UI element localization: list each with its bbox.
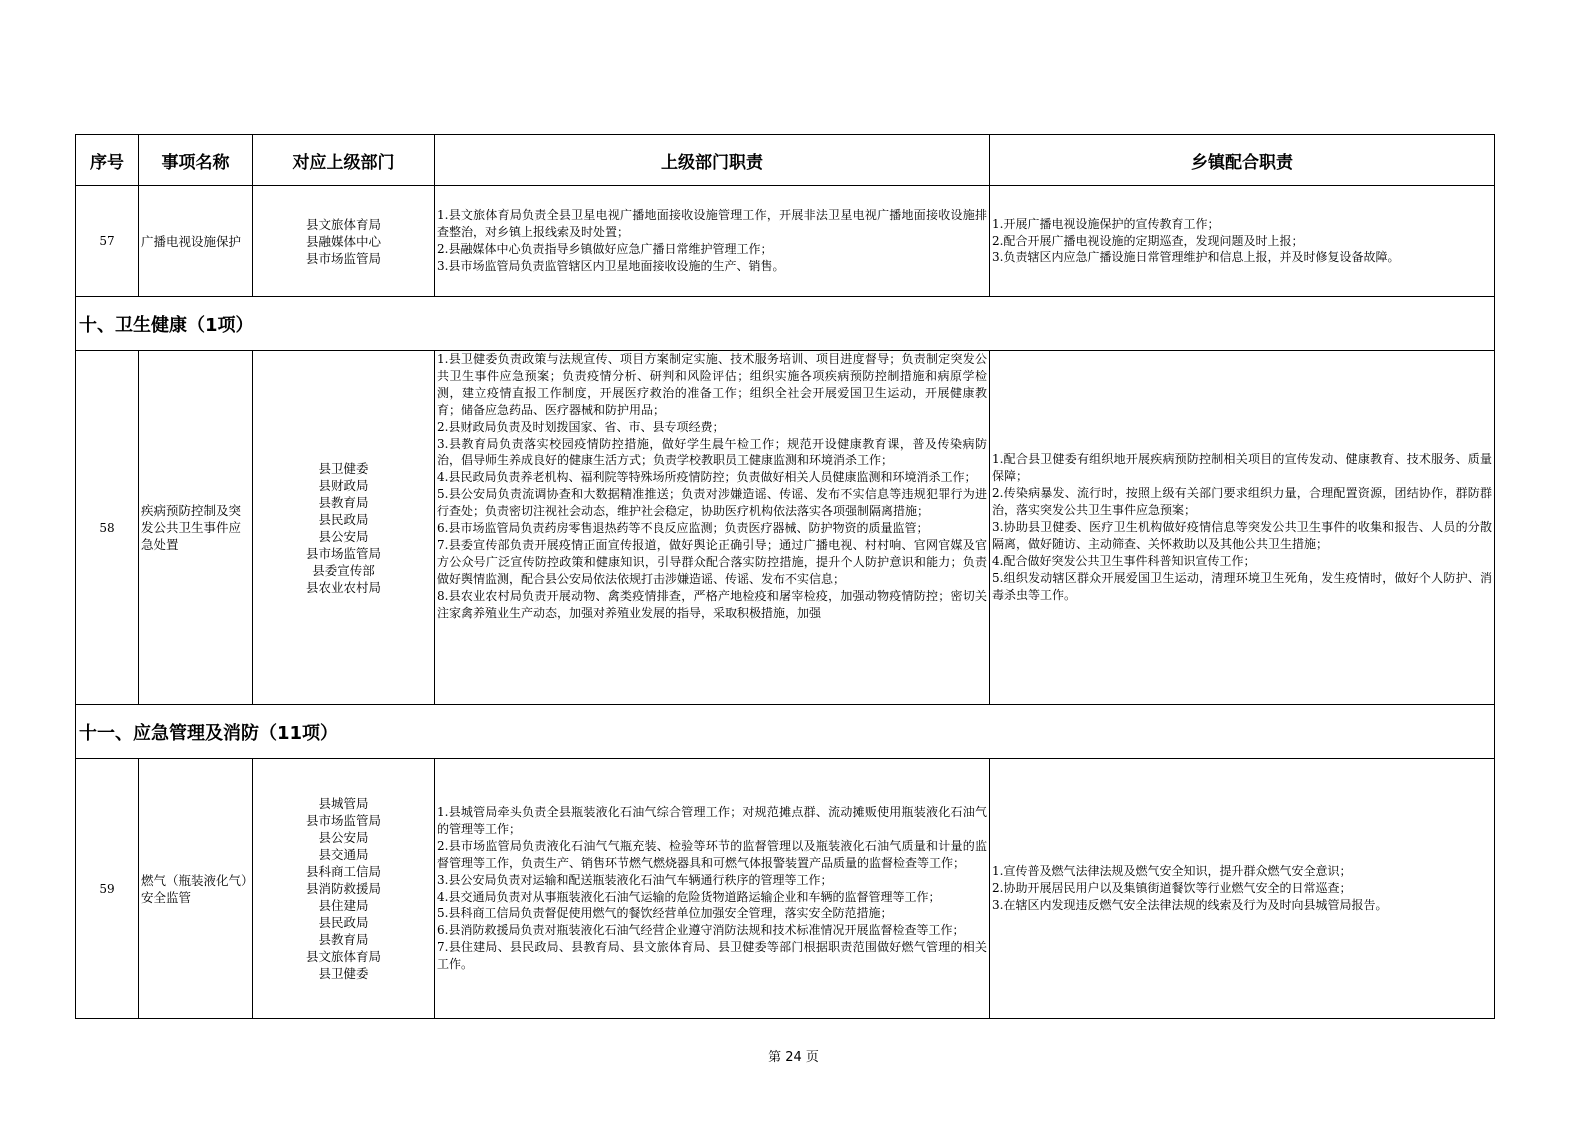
duty-item: 2.传染病暴发、流行时，按照上级有关部门要求组织力量，合理配置资源，团结协作，群防群治，落实突发公共卫生事件应急预案； [992,486,1492,518]
dept-name: 县民政局 [318,511,369,527]
duty-item: 7.县委宣传部负责开展疫情正面宣传报道，做好舆论正确引导；通过广播电视、村村响、官网官媒及官方公众号广泛宣传防控政策和健康知识，引导群众配合落实防控措施，提升个人防护意识和能力；负责做好舆情监测，配合县公安局依法依规打击涉嫌造谣、传谣、发布不实信息； [437,537,987,586]
duty-item: 1.宣传普及燃气法律法规及燃气安全知识，提升群众燃气安全意识； [992,864,1352,879]
duty-item: 3.县市场监管局负责监管辖区内卫星地面接收设施的生产、销售。 [437,258,785,273]
duty-item: 1.县卫健委负责政策与法规宣传、项目方案制定实施、技术服务培训、项目进度督导；负责制定突发公共卫生事件应急预案；负责疫情分析、研判和风险评估；组织实施各项疾病预防控制措施和病原学检测，建立疫情直报工作制度，开展医疗救治的准备工作；组织全社会开展爱国卫生运动，开展健康教育；储备应急药品、医疗器械和防护用品； [437,352,987,417]
duty-item: 4.县交通局负责对从事瓶装液化石油气运输的危险货物道路运输企业和车辆的监督管理等工作； [437,889,941,904]
duty-table [75,134,1495,1019]
duty-item: 6.县市场监管局负责药房零售退热药等不良反应监测；负责医疗器械、防护物资的质量监管； [437,521,929,536]
dept-name: 县委宣传部 [312,562,375,578]
dept-name: 县民政局 [318,915,369,930]
item-name: 广播电视设施保护 [139,186,253,297]
table-header-row [76,135,1495,186]
duty-item: 3.负责辖区内应急广播设施日常管理维护和信息上报，并及时修复设备故障。 [992,250,1400,265]
duty-item: 3.县公安局负责对运输和配送瓶装液化石油气车辆通行秩序的管理等工作； [437,872,833,887]
dept-name: 县文旅体育局 [305,949,381,964]
dept-name: 县市场监管局 [305,250,381,266]
dept-name: 县科商工信局 [305,864,381,879]
duty-item: 7.县住建局、县民政局、县教育局、县文旅体育局、县卫健委等部门根据职责范围做好燃气管理的相关工作。 [437,940,987,972]
town-duty-cell [990,186,1495,297]
dept-name: 县卫健委 [318,966,369,981]
dept-name: 县城管局 [318,796,369,811]
dept-name: 县交通局 [318,847,369,862]
dept-name: 县市场监管局 [305,813,381,828]
row-number: 57 [76,186,139,297]
duty-item: 2.县市场监管局负责液化石油气气瓶充装、检验等环节的监督管理以及瓶装液化石油气质量和计量的监督管理等工作，负责生产、销售环节燃气燃烧器具和可燃气体报警装置产品质量的监督检查等工作； [437,838,987,870]
dept-list [253,351,435,705]
duty-item: 1.县城管局牵头负责全县瓶装液化石油气综合管理工作；对规范摊点群、流动摊贩使用瓶装液化石油气的管理等工作； [437,804,987,836]
table-row [76,186,1495,297]
dept-name: 县文旅体育局 [305,216,381,232]
dept-name: 县住建局 [318,898,369,913]
dept-name: 县消防救援局 [305,881,381,896]
duty-item: 5.组织发动辖区群众开展爱国卫生运动，清理环境卫生死角，发生疫情时，做好个人防护、消毒杀虫等工作。 [992,570,1492,602]
item-name: 疾病预防控制及突发公共卫生事件应急处置 [139,351,253,705]
duty-item: 5.县科商工信局负责督促使用燃气的餐饮经营单位加强安全管理，落实安全防范措施； [437,906,893,921]
duty-item: 2.配合开展广播电视设施的定期巡查，发现问题及时上报； [992,233,1304,248]
duty-item: 3.县教育局负责落实校园疫情防控措施，做好学生晨午检工作；规范开设健康教育课，普及传染病防治，倡导师生养成良好的健康生活方式；负责学校教职员工健康监测和环境消杀工作； [437,436,987,468]
dept-name: 县公安局 [318,830,369,845]
duty-item: 4.配合做好突发公共卫生事件科普知识宣传工作； [992,553,1256,568]
dept-name: 县公安局 [318,528,369,544]
upper-duty-cell [435,351,990,705]
table-row [76,351,1495,705]
duty-item: 1.县文旅体育局负责全县卫星电视广播地面接收设施管理工作，开展非法卫星电视广播地面接收设施排查整治，对乡镇上报线索及时处置； [437,208,987,240]
dept-name: 县教育局 [318,494,369,510]
duty-item: 1.配合县卫健委有组织地开展疾病预防控制相关项目的宣传发动、健康教育、技术服务、质量保障； [992,452,1492,484]
header-dept: 对应上级部门 [253,135,435,186]
duty-item: 3.协助县卫健委、医疗卫生机构做好疫情信息等突发公共卫生事件的收集和报告、人员的分散隔离，做好随访、主动筛查、关怀救助以及其他公共卫生措施； [992,520,1492,551]
duty-item: 8.县农业农村局负责开展动物、禽类疫情排查，严格产地检疫和屠宰检疫，加强动物疫情防控；密切关注家禽养殖业生产动态，加强对养殖业发展的指导，采取积极措施，加强 [437,588,987,620]
dept-list [253,759,435,1019]
header-town-duty: 乡镇配合职责 [990,135,1495,186]
upper-duty-cell [435,186,990,297]
row-number: 59 [76,759,139,1019]
duty-item: 4.县民政局负责养老机构、福利院等特殊场所疫情防控；负责做好相关人员健康监测和环境消杀工作； [437,470,977,485]
dept-list [253,186,435,297]
page-number: 第 24 页 [768,1050,819,1065]
town-duty-cell [990,759,1495,1019]
duty-item: 1.开展广播电视设施保护的宣传教育工作； [992,216,1220,231]
dept-name: 县财政局 [318,477,369,493]
section-title: 十一、应急管理及消防（11项） [76,705,1495,759]
duty-item: 2.县融媒体中心负责指导乡镇做好应急广播日常维护管理工作； [437,242,773,256]
header-seq: 序号 [76,135,139,186]
header-upper-duty: 上级部门职责 [435,135,990,186]
duty-item: 2.县财政局负责及时划拨国家、省、市、县专项经费； [437,419,725,434]
section-title: 十、卫生健康（1项） [76,297,1495,351]
duty-item: 5.县公安局负责流调协查和大数据精准推送；负责对涉嫌造谣、传谣、发布不实信息等违规犯罪行为进行查处；负责密切注视社会动态，维护社会稳定，协助医疗机构依法落实各项强制隔离措施； [437,487,987,519]
dept-name: 县卫健委 [318,460,369,476]
dept-name: 县教育局 [318,932,369,947]
section-row [76,705,1495,759]
section-row [76,297,1495,351]
header-item-name: 事项名称 [139,135,253,186]
upper-duty-cell [435,759,990,1019]
duty-item: 6.县消防救援局负责对瓶装液化石油气经营企业遵守消防法规和技术标准情况开展监督检查等工作； [437,923,965,938]
dept-name: 县市场监管局 [305,545,381,561]
dept-name: 县农业农村局 [305,579,381,595]
town-duty-cell [990,351,1495,705]
duty-item: 3.在辖区内发现违反燃气安全法律法规的线索及行为及时向县城管局报告。 [992,897,1388,912]
dept-name: 县融媒体中心 [305,233,381,249]
row-number: 58 [76,351,139,705]
duty-item: 2.协助开展居民用户以及集镇街道餐饮等行业燃气安全的日常巡查； [992,881,1352,896]
item-name: 燃气（瓶装液化气）安全监管 [139,759,253,1019]
table-row [76,759,1495,1019]
